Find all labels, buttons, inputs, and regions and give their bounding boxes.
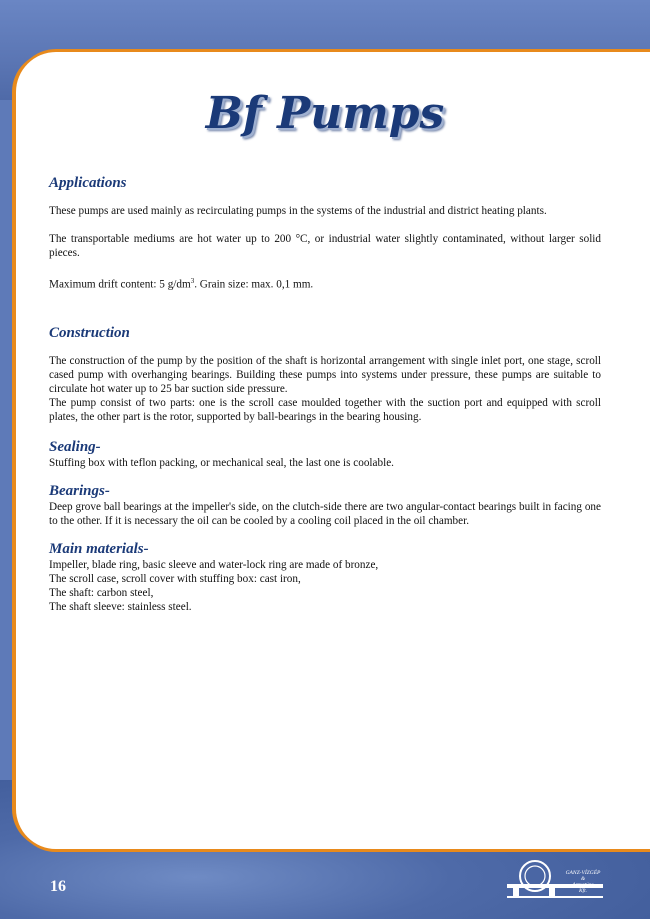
materials-line: The shaft sleeve: stainless steel. (49, 600, 192, 613)
construction-paragraph-2: The pump consist of two parts: one is the scroll case moulded together with the suction port and equipped with scroll plates, the other part is the rotor, supported by ball-bearings in the bearing housing. (49, 396, 601, 423)
construction-section (49, 326, 601, 424)
materials-line: Impeller, blade ring, basic sleeve and water-lock ring are made of bronze, (49, 558, 379, 571)
drift-content-text: Maximum drift content: 5 g/dm (49, 278, 191, 291)
sealing-text: Stuffing box with teflon packing, or mechanical seal, the last one is coolable. (49, 456, 394, 469)
document-body (49, 176, 601, 614)
logo-line: Armatúra (572, 882, 594, 888)
grain-size-text: . Grain size: max. 0,1 mm. (194, 278, 314, 291)
materials-line: The scroll case, scroll cover with stuffing box: cast iron, (49, 572, 301, 585)
page-title: Bf Pumps (205, 88, 445, 139)
bearings-heading: Bearings- (49, 482, 110, 499)
bearings-text: Deep grove ball bearings at the impeller's side, on the clutch-side there are two angular-contact bearings built in facing one to the other. If it is necessary the oil can be cooled by a cooling coil placed in the oil chamber. (49, 500, 601, 527)
sealing-heading: Sealing- (49, 438, 101, 455)
materials-heading: Main materials- (49, 540, 149, 557)
logo-text (555, 870, 611, 894)
applications-heading: Applications (49, 175, 127, 191)
logo-line: GANZ-VÍZGÉP (565, 870, 601, 876)
construction-paragraph-1: The construction of the pump by the position of the shaft is horizontal arrangement with single inlet port, one stage, scroll cased pump with overhanging bearings. Building these pumps into systems under pressure, these pumps are suitable to circulate hot water up to 25 bar suction side pressure. (49, 354, 601, 395)
page-number: 16 (50, 878, 66, 895)
materials-section (49, 542, 601, 614)
applications-paragraph-2: The transportable mediums are hot water up to 200 °C, or industrial water slightly contaminated, without larger solid pieces. (49, 233, 601, 259)
logo-line: & (580, 876, 586, 882)
applications-section (49, 176, 601, 292)
construction-heading: Construction (49, 324, 130, 341)
sealing-section (49, 440, 601, 470)
bearings-section (49, 484, 601, 528)
applications-paragraph-1: These pumps are used mainly as recirculating pumps in the systems of the industrial and district heating plants. (49, 205, 547, 217)
superscript: 3 (190, 277, 195, 285)
applications-paragraph-3 (49, 274, 601, 292)
logo-line: Kft. (578, 888, 588, 894)
materials-line: The shaft: carbon steel, (49, 586, 154, 599)
